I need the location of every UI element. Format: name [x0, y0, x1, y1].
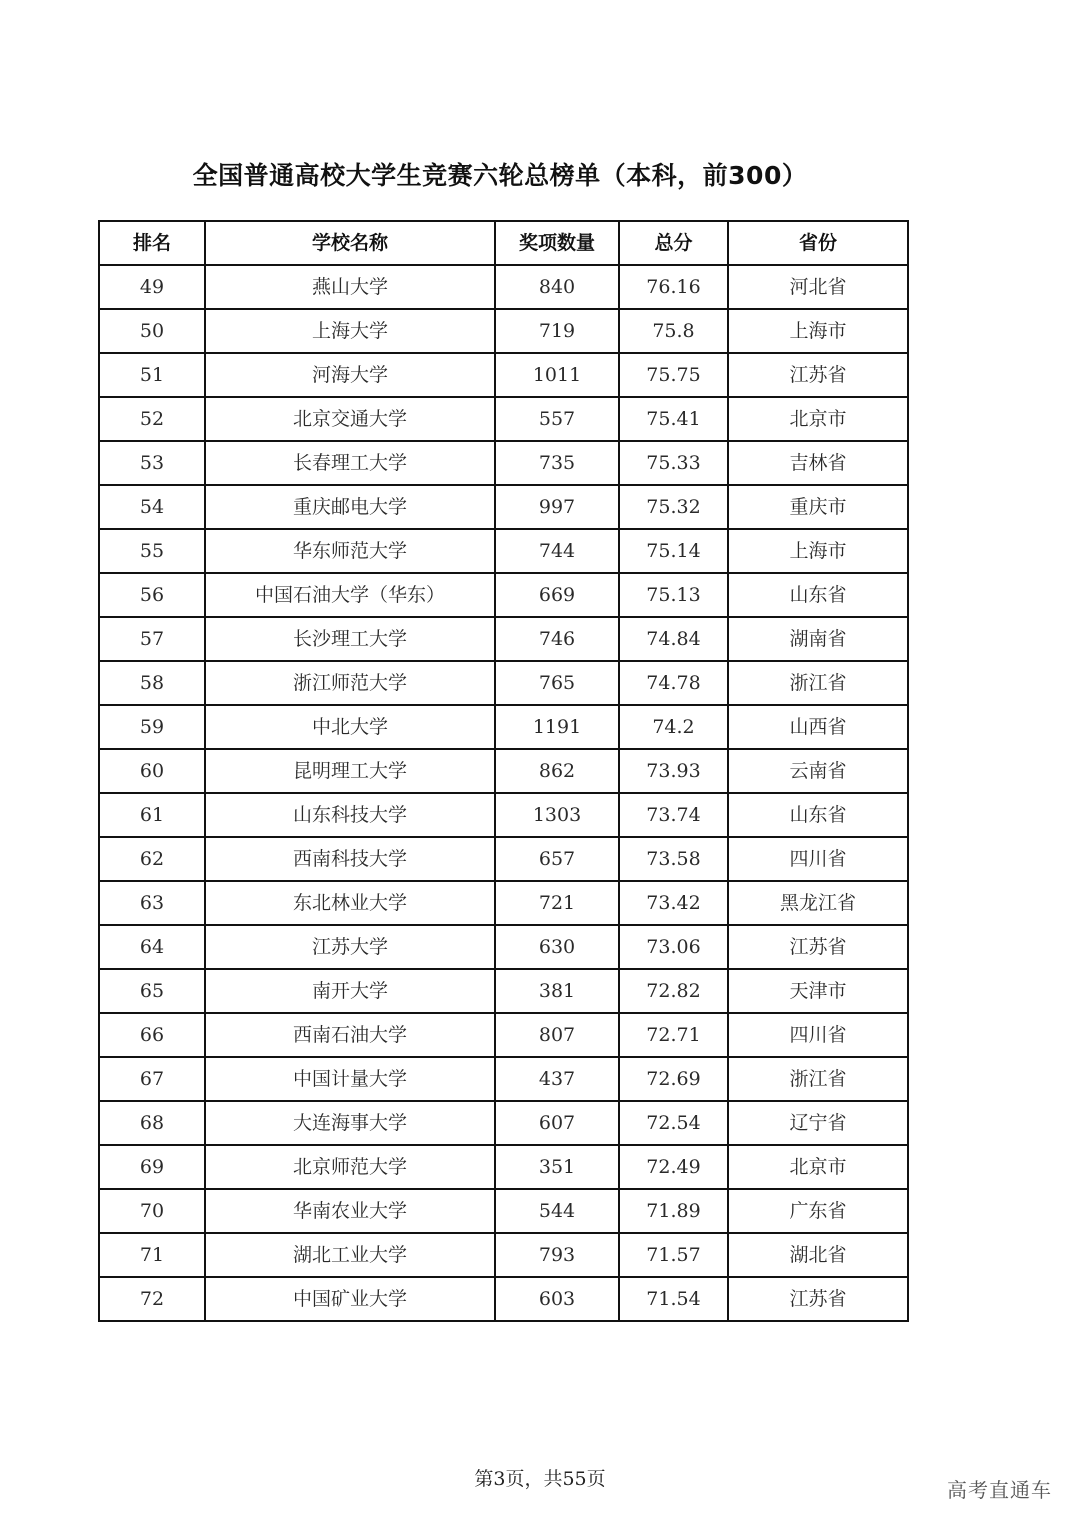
- cell-total-score: 73.74: [619, 793, 728, 837]
- cell-province: 云南省: [728, 749, 908, 793]
- cell-rank: 54: [99, 485, 205, 529]
- cell-award-count: 840: [495, 265, 619, 309]
- cell-province: 河北省: [728, 265, 908, 309]
- cell-award-count: 721: [495, 881, 619, 925]
- cell-award-count: 603: [495, 1277, 619, 1321]
- cell-rank: 65: [99, 969, 205, 1013]
- cell-province: 吉林省: [728, 441, 908, 485]
- cell-total-score: 74.78: [619, 661, 728, 705]
- cell-school-name: 昆明理工大学: [205, 749, 495, 793]
- cell-school-name: 长春理工大学: [205, 441, 495, 485]
- cell-rank: 53: [99, 441, 205, 485]
- cell-total-score: 75.13: [619, 573, 728, 617]
- cell-province: 山东省: [728, 793, 908, 837]
- cell-rank: 70: [99, 1189, 205, 1233]
- cell-total-score: 72.71: [619, 1013, 728, 1057]
- cell-total-score: 72.69: [619, 1057, 728, 1101]
- cell-school-name: 河海大学: [205, 353, 495, 397]
- cell-rank: 50: [99, 309, 205, 353]
- cell-award-count: 437: [495, 1057, 619, 1101]
- cell-award-count: 351: [495, 1145, 619, 1189]
- cell-rank: 72: [99, 1277, 205, 1321]
- cell-rank: 71: [99, 1233, 205, 1277]
- cell-total-score: 74.2: [619, 705, 728, 749]
- cell-award-count: 765: [495, 661, 619, 705]
- cell-province: 江苏省: [728, 925, 908, 969]
- table-row: [99, 1101, 908, 1145]
- table-row: [99, 969, 908, 1013]
- cell-award-count: 862: [495, 749, 619, 793]
- cell-rank: 63: [99, 881, 205, 925]
- cell-school-name: 西南石油大学: [205, 1013, 495, 1057]
- table-row: [99, 1189, 908, 1233]
- table-row: [99, 1233, 908, 1277]
- cell-award-count: 719: [495, 309, 619, 353]
- cell-rank: 68: [99, 1101, 205, 1145]
- table-row: [99, 1145, 908, 1189]
- cell-school-name: 湖北工业大学: [205, 1233, 495, 1277]
- ranking-table: [98, 220, 909, 1322]
- cell-school-name: 长沙理工大学: [205, 617, 495, 661]
- cell-rank: 69: [99, 1145, 205, 1189]
- cell-school-name: 山东科技大学: [205, 793, 495, 837]
- cell-school-name: 华东师范大学: [205, 529, 495, 573]
- table-row: [99, 881, 908, 925]
- cell-total-score: 73.58: [619, 837, 728, 881]
- cell-total-score: 71.89: [619, 1189, 728, 1233]
- cell-province: 江苏省: [728, 1277, 908, 1321]
- cell-school-name: 浙江师范大学: [205, 661, 495, 705]
- cell-school-name: 中国计量大学: [205, 1057, 495, 1101]
- table-row: [99, 1013, 908, 1057]
- cell-school-name: 中国石油大学（华东）: [205, 573, 495, 617]
- cell-award-count: 807: [495, 1013, 619, 1057]
- table-row: [99, 661, 908, 705]
- table-row: [99, 1057, 908, 1101]
- cell-province: 上海市: [728, 309, 908, 353]
- cell-award-count: 1011: [495, 353, 619, 397]
- cell-total-score: 72.54: [619, 1101, 728, 1145]
- cell-total-score: 71.57: [619, 1233, 728, 1277]
- header-rank: 排名: [99, 221, 205, 265]
- cell-province: 北京市: [728, 397, 908, 441]
- table-row: [99, 749, 908, 793]
- cell-total-score: 75.32: [619, 485, 728, 529]
- cell-province: 浙江省: [728, 1057, 908, 1101]
- cell-province: 山东省: [728, 573, 908, 617]
- cell-province: 黑龙江省: [728, 881, 908, 925]
- cell-province: 上海市: [728, 529, 908, 573]
- table-row: [99, 1277, 908, 1321]
- cell-province: 四川省: [728, 1013, 908, 1057]
- table-row: [99, 441, 908, 485]
- cell-rank: 49: [99, 265, 205, 309]
- cell-school-name: 中国矿业大学: [205, 1277, 495, 1321]
- cell-province: 北京市: [728, 1145, 908, 1189]
- cell-total-score: 75.14: [619, 529, 728, 573]
- cell-award-count: 744: [495, 529, 619, 573]
- cell-total-score: 75.41: [619, 397, 728, 441]
- cell-award-count: 557: [495, 397, 619, 441]
- cell-rank: 52: [99, 397, 205, 441]
- cell-province: 浙江省: [728, 661, 908, 705]
- cell-award-count: 793: [495, 1233, 619, 1277]
- table-row: [99, 705, 908, 749]
- header-award-count: 奖项数量: [495, 221, 619, 265]
- cell-rank: 57: [99, 617, 205, 661]
- cell-award-count: 746: [495, 617, 619, 661]
- cell-province: 湖北省: [728, 1233, 908, 1277]
- table-row: [99, 573, 908, 617]
- cell-province: 湖南省: [728, 617, 908, 661]
- page-number: 第3页，共55页: [474, 1468, 606, 1490]
- cell-award-count: 669: [495, 573, 619, 617]
- cell-award-count: 544: [495, 1189, 619, 1233]
- header-school-name: 学校名称: [205, 221, 495, 265]
- cell-award-count: 997: [495, 485, 619, 529]
- cell-school-name: 西南科技大学: [205, 837, 495, 881]
- cell-rank: 61: [99, 793, 205, 837]
- cell-total-score: 72.49: [619, 1145, 728, 1189]
- cell-total-score: 76.16: [619, 265, 728, 309]
- table-row: [99, 397, 908, 441]
- cell-total-score: 75.33: [619, 441, 728, 485]
- cell-province: 重庆市: [728, 485, 908, 529]
- table-row: [99, 485, 908, 529]
- cell-rank: 60: [99, 749, 205, 793]
- header-province: 省份: [728, 221, 908, 265]
- cell-total-score: 73.42: [619, 881, 728, 925]
- table-row: [99, 837, 908, 881]
- cell-school-name: 东北林业大学: [205, 881, 495, 925]
- cell-province: 四川省: [728, 837, 908, 881]
- cell-total-score: 75.75: [619, 353, 728, 397]
- table-row: [99, 309, 908, 353]
- table-row: [99, 925, 908, 969]
- table-row: [99, 353, 908, 397]
- cell-award-count: 630: [495, 925, 619, 969]
- cell-total-score: 73.06: [619, 925, 728, 969]
- table-row: [99, 529, 908, 573]
- cell-province: 辽宁省: [728, 1101, 908, 1145]
- cell-award-count: 1191: [495, 705, 619, 749]
- cell-total-score: 71.54: [619, 1277, 728, 1321]
- table-row: [99, 265, 908, 309]
- cell-province: 广东省: [728, 1189, 908, 1233]
- cell-province: 天津市: [728, 969, 908, 1013]
- table-row: [99, 617, 908, 661]
- header-total-score: 总分: [619, 221, 728, 265]
- cell-school-name: 大连海事大学: [205, 1101, 495, 1145]
- cell-school-name: 中北大学: [205, 705, 495, 749]
- cell-award-count: 1303: [495, 793, 619, 837]
- table-header-row: [99, 221, 908, 265]
- cell-rank: 67: [99, 1057, 205, 1101]
- cell-rank: 59: [99, 705, 205, 749]
- cell-rank: 58: [99, 661, 205, 705]
- cell-award-count: 381: [495, 969, 619, 1013]
- cell-school-name: 南开大学: [205, 969, 495, 1013]
- cell-total-score: 74.84: [619, 617, 728, 661]
- cell-rank: 64: [99, 925, 205, 969]
- cell-rank: 55: [99, 529, 205, 573]
- watermark-text: 高考直通车: [947, 1478, 1052, 1502]
- cell-total-score: 75.8: [619, 309, 728, 353]
- cell-award-count: 607: [495, 1101, 619, 1145]
- cell-school-name: 燕山大学: [205, 265, 495, 309]
- cell-rank: 51: [99, 353, 205, 397]
- table-body: [99, 265, 908, 1321]
- cell-school-name: 北京交通大学: [205, 397, 495, 441]
- table-row: [99, 793, 908, 837]
- cell-rank: 56: [99, 573, 205, 617]
- cell-school-name: 重庆邮电大学: [205, 485, 495, 529]
- cell-school-name: 上海大学: [205, 309, 495, 353]
- cell-school-name: 华南农业大学: [205, 1189, 495, 1233]
- cell-school-name: 北京师范大学: [205, 1145, 495, 1189]
- cell-total-score: 72.82: [619, 969, 728, 1013]
- page-title: 全国普通高校大学生竞赛六轮总榜单（本科，前300）: [192, 161, 808, 190]
- cell-award-count: 735: [495, 441, 619, 485]
- cell-rank: 62: [99, 837, 205, 881]
- cell-award-count: 657: [495, 837, 619, 881]
- cell-school-name: 江苏大学: [205, 925, 495, 969]
- cell-province: 江苏省: [728, 353, 908, 397]
- cell-rank: 66: [99, 1013, 205, 1057]
- cell-total-score: 73.93: [619, 749, 728, 793]
- cell-province: 山西省: [728, 705, 908, 749]
